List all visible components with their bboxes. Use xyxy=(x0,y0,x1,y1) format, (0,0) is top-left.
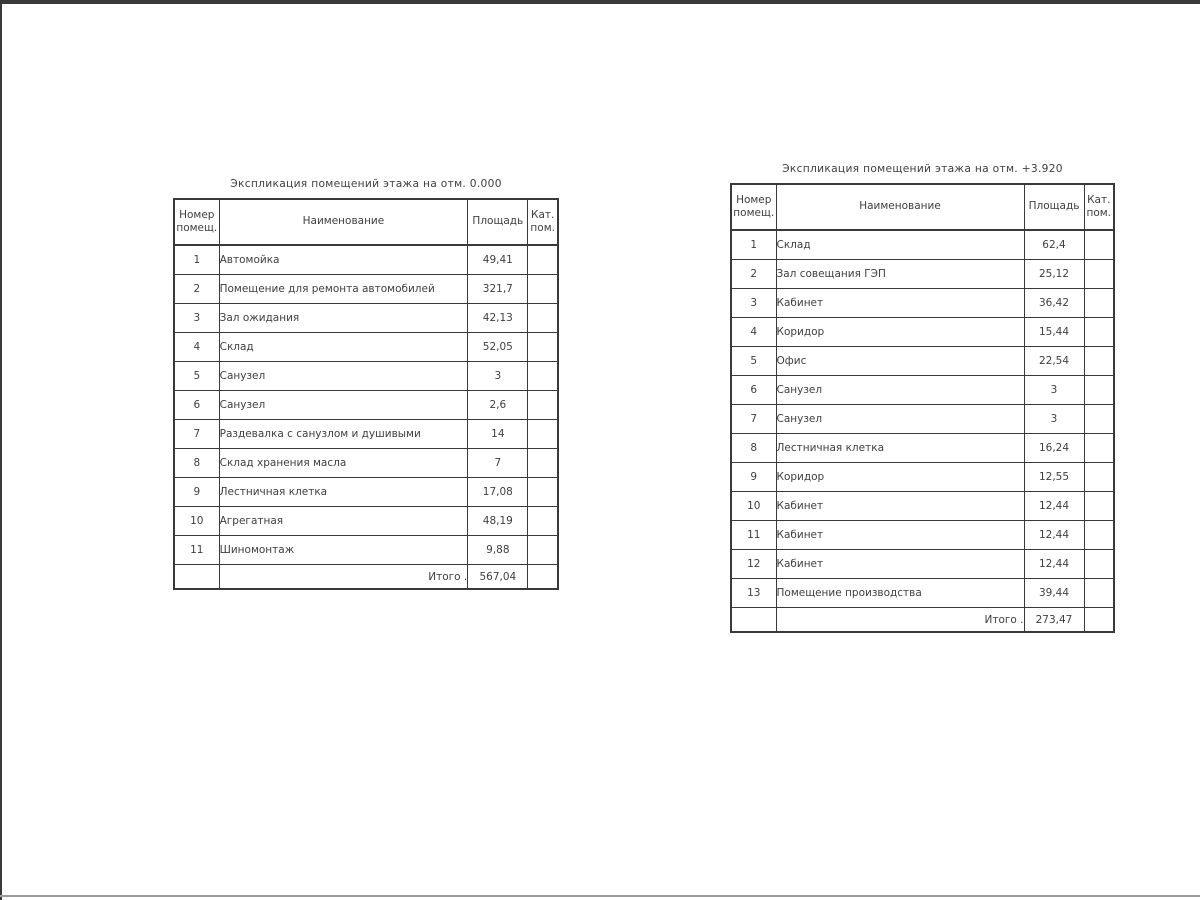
total-label: Итого . xyxy=(219,565,468,590)
room-category xyxy=(528,333,558,362)
table-row xyxy=(731,318,1114,347)
header-room-category: Кат. пом. xyxy=(528,199,558,245)
room-number: 1 xyxy=(174,245,219,275)
room-category xyxy=(528,245,558,275)
total-area-value: 273,47 xyxy=(1024,608,1084,633)
room-number: 10 xyxy=(174,507,219,536)
room-category xyxy=(528,420,558,449)
room-area: 15,44 xyxy=(1024,318,1084,347)
room-category xyxy=(1084,230,1114,260)
table-header-row xyxy=(731,184,1114,230)
room-area: 42,13 xyxy=(468,304,528,333)
room-name: Лестничная клетка xyxy=(219,478,468,507)
table-row xyxy=(731,492,1114,521)
room-name: Кабинет xyxy=(776,550,1024,579)
room-category xyxy=(1084,318,1114,347)
room-number: 11 xyxy=(731,521,776,550)
room-number: 8 xyxy=(174,449,219,478)
room-category xyxy=(1084,521,1114,550)
room-category xyxy=(528,536,558,565)
room-name: Коридор xyxy=(776,463,1024,492)
room-name: Офис xyxy=(776,347,1024,376)
room-number: 11 xyxy=(174,536,219,565)
room-name: Автомойка xyxy=(219,245,468,275)
room-name: Шиномонтаж xyxy=(219,536,468,565)
room-number: 6 xyxy=(731,376,776,405)
header-room-number: Номер помещ. xyxy=(731,184,776,230)
table-row xyxy=(731,376,1114,405)
room-name: Санузел xyxy=(219,362,468,391)
table-row xyxy=(731,579,1114,608)
header-room-category: Кат. пом. xyxy=(1084,184,1114,230)
table-row xyxy=(731,434,1114,463)
room-name: Склад xyxy=(776,230,1024,260)
room-name: Помещение производства xyxy=(776,579,1024,608)
room-category xyxy=(1084,463,1114,492)
table-row xyxy=(731,550,1114,579)
room-area: 3 xyxy=(468,362,528,391)
table-row xyxy=(174,449,558,478)
table-row xyxy=(174,304,558,333)
table-row xyxy=(731,289,1114,318)
room-area: 36,42 xyxy=(1024,289,1084,318)
room-area: 3 xyxy=(1024,405,1084,434)
total-category-cell xyxy=(528,565,558,590)
table-row xyxy=(174,420,558,449)
room-name: Раздевалка с санузлом и душивыми xyxy=(219,420,468,449)
room-name: Коридор xyxy=(776,318,1024,347)
room-area: 321,7 xyxy=(468,275,528,304)
room-area: 48,19 xyxy=(468,507,528,536)
room-number: 4 xyxy=(174,333,219,362)
explication-table-floor-3920 xyxy=(730,162,1115,633)
room-number: 5 xyxy=(731,347,776,376)
room-area: 12,44 xyxy=(1024,550,1084,579)
room-area: 7 xyxy=(468,449,528,478)
room-number: 9 xyxy=(731,463,776,492)
window-bottom-edge xyxy=(0,895,1200,897)
table-row xyxy=(174,478,558,507)
room-number: 5 xyxy=(174,362,219,391)
room-area: 16,24 xyxy=(1024,434,1084,463)
room-area: 3 xyxy=(1024,376,1084,405)
table-row xyxy=(174,391,558,420)
table-total-row xyxy=(174,565,558,590)
total-category-cell xyxy=(1084,608,1114,633)
table-title-floor-0: Экспликация помещений этажа на отм. 0.000 xyxy=(230,177,502,190)
room-number: 9 xyxy=(174,478,219,507)
room-area: 22,54 xyxy=(1024,347,1084,376)
room-number: 3 xyxy=(174,304,219,333)
total-area-value: 567,04 xyxy=(468,565,528,590)
table-row xyxy=(731,230,1114,260)
room-name: Санузел xyxy=(219,391,468,420)
header-room-area: Площадь xyxy=(1024,184,1084,230)
header-room-number: Номер помещ. xyxy=(174,199,219,245)
room-area: 12,44 xyxy=(1024,521,1084,550)
table-total-row xyxy=(731,608,1114,633)
room-name: Агрегатная xyxy=(219,507,468,536)
room-number: 7 xyxy=(174,420,219,449)
room-name: Помещение для ремонта автомобилей xyxy=(219,275,468,304)
room-name: Склад xyxy=(219,333,468,362)
room-category xyxy=(1084,579,1114,608)
room-area: 39,44 xyxy=(1024,579,1084,608)
room-category xyxy=(528,478,558,507)
room-name: Кабинет xyxy=(776,492,1024,521)
table-row xyxy=(174,275,558,304)
room-number: 3 xyxy=(731,289,776,318)
room-category xyxy=(1084,376,1114,405)
room-area: 12,55 xyxy=(1024,463,1084,492)
room-name: Санузел xyxy=(776,376,1024,405)
table-row xyxy=(731,405,1114,434)
room-name: Кабинет xyxy=(776,289,1024,318)
window-top-edge xyxy=(0,0,1200,4)
room-schedule-table-floor-3920 xyxy=(730,183,1115,633)
room-name: Зал совещания ГЭП xyxy=(776,260,1024,289)
header-room-area: Площадь xyxy=(468,199,528,245)
total-label: Итого . xyxy=(776,608,1024,633)
header-room-name: Наименование xyxy=(776,184,1024,230)
room-category xyxy=(1084,260,1114,289)
room-name: Зал ожидания xyxy=(219,304,468,333)
room-category xyxy=(528,391,558,420)
room-category xyxy=(528,449,558,478)
room-category xyxy=(1084,434,1114,463)
room-number: 8 xyxy=(731,434,776,463)
table-row xyxy=(174,362,558,391)
room-name: Санузел xyxy=(776,405,1024,434)
room-category xyxy=(1084,289,1114,318)
room-number: 4 xyxy=(731,318,776,347)
total-empty-cell xyxy=(174,565,219,590)
room-number: 2 xyxy=(731,260,776,289)
table-row xyxy=(174,333,558,362)
table-row xyxy=(174,536,558,565)
explication-table-floor-0 xyxy=(173,177,559,590)
room-schedule-table-floor-0 xyxy=(173,198,559,590)
room-area: 9,88 xyxy=(468,536,528,565)
header-room-name: Наименование xyxy=(219,199,468,245)
window-left-edge xyxy=(0,0,2,900)
room-category xyxy=(528,304,558,333)
room-category xyxy=(1084,347,1114,376)
table-row xyxy=(731,521,1114,550)
room-number: 6 xyxy=(174,391,219,420)
room-number: 7 xyxy=(731,405,776,434)
room-number: 13 xyxy=(731,579,776,608)
room-area: 62,4 xyxy=(1024,230,1084,260)
room-area: 49,41 xyxy=(468,245,528,275)
room-area: 52,05 xyxy=(468,333,528,362)
room-number: 10 xyxy=(731,492,776,521)
room-number: 1 xyxy=(731,230,776,260)
room-category xyxy=(528,362,558,391)
room-number: 12 xyxy=(731,550,776,579)
table-row xyxy=(731,347,1114,376)
room-number: 2 xyxy=(174,275,219,304)
room-category xyxy=(528,275,558,304)
table-header-row xyxy=(174,199,558,245)
room-area: 25,12 xyxy=(1024,260,1084,289)
table-title-floor-3920: Экспликация помещений этажа на отм. +3.920 xyxy=(782,162,1063,175)
table-row xyxy=(731,463,1114,492)
table-row xyxy=(731,260,1114,289)
room-area: 12,44 xyxy=(1024,492,1084,521)
table-row xyxy=(174,507,558,536)
room-area: 2,6 xyxy=(468,391,528,420)
room-area: 14 xyxy=(468,420,528,449)
room-category xyxy=(1084,550,1114,579)
room-category xyxy=(1084,405,1114,434)
room-category xyxy=(1084,492,1114,521)
room-name: Склад хранения масла xyxy=(219,449,468,478)
total-empty-cell xyxy=(731,608,776,633)
room-name: Кабинет xyxy=(776,521,1024,550)
room-name: Лестничная клетка xyxy=(776,434,1024,463)
table-row xyxy=(174,245,558,275)
room-category xyxy=(528,507,558,536)
room-area: 17,08 xyxy=(468,478,528,507)
